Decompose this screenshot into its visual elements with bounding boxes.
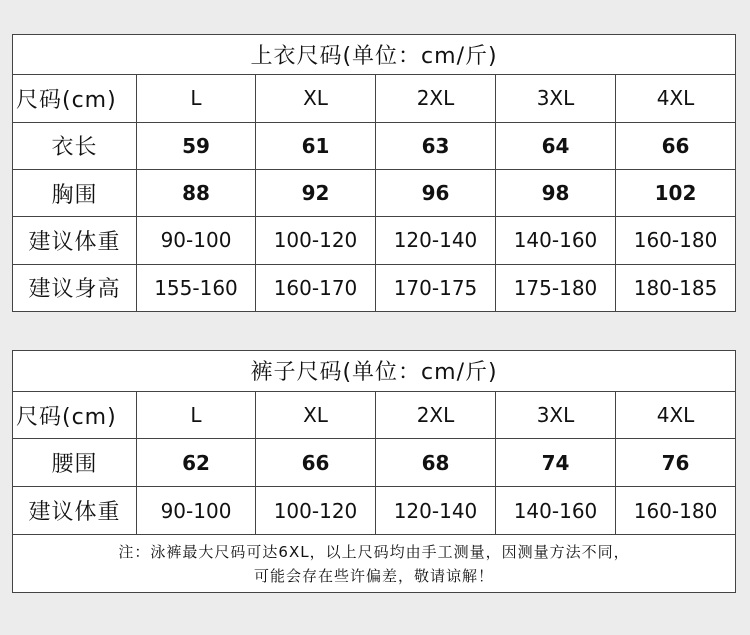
table-cell: 98 [496, 169, 616, 216]
table-cell: 140-160 [496, 217, 616, 264]
header-size-4xl: 4XL [616, 391, 736, 439]
row-label: 建议身高 [13, 264, 137, 311]
table-cell: 68 [376, 439, 496, 487]
row-label: 建议体重 [13, 217, 137, 264]
bottom-table-title: 裤子尺码(单位：cm/斤) [13, 351, 736, 392]
top-size-table [12, 34, 736, 312]
header-size-3xl: 3XL [496, 75, 616, 122]
table-cell: 155-160 [137, 264, 256, 311]
bottom-header-row [13, 391, 736, 439]
table-cell: 170-175 [376, 264, 496, 311]
row-label: 建议体重 [13, 487, 137, 535]
table-row-waist [13, 439, 736, 487]
table-row-weight [13, 487, 736, 535]
table-cell: 160-180 [616, 487, 736, 535]
row-label: 胸围 [13, 169, 137, 216]
bottom-size-table [12, 350, 736, 593]
table-cell: 160-180 [616, 217, 736, 264]
table-cell: 64 [496, 122, 616, 169]
note-line-2: 可能会存在些许偏差，敬请谅解！ [254, 566, 495, 585]
table-row-chest [13, 169, 736, 216]
header-size-2xl: 2XL [376, 391, 496, 439]
table-row-length [13, 122, 736, 169]
table-cell: 62 [137, 439, 256, 487]
header-size-3xl: 3XL [496, 391, 616, 439]
table-row-weight [13, 217, 736, 264]
size-note [13, 535, 736, 593]
table-cell: 66 [616, 122, 736, 169]
row-label: 腰围 [13, 439, 137, 487]
table-cell: 100-120 [256, 217, 376, 264]
table-cell: 59 [137, 122, 256, 169]
table-cell: 102 [616, 169, 736, 216]
header-size-2xl: 2XL [376, 75, 496, 122]
table-cell: 66 [256, 439, 376, 487]
table-cell: 160-170 [256, 264, 376, 311]
header-size-label: 尺码(cm) [13, 75, 137, 122]
header-size-4xl: 4XL [616, 75, 736, 122]
top-header-row [13, 75, 736, 122]
table-cell: 88 [137, 169, 256, 216]
table-cell: 63 [376, 122, 496, 169]
top-table-title: 上衣尺码(单位：cm/斤) [13, 35, 736, 75]
table-cell: 120-140 [376, 217, 496, 264]
table-cell: 175-180 [496, 264, 616, 311]
table-row-height [13, 264, 736, 311]
table-cell: 140-160 [496, 487, 616, 535]
header-size-xl: XL [256, 391, 376, 439]
table-cell: 120-140 [376, 487, 496, 535]
table-cell: 180-185 [616, 264, 736, 311]
table-cell: 90-100 [137, 487, 256, 535]
header-size-l: L [137, 75, 256, 122]
table-cell: 90-100 [137, 217, 256, 264]
header-size-l: L [137, 391, 256, 439]
table-cell: 61 [256, 122, 376, 169]
header-size-label: 尺码(cm) [13, 391, 137, 439]
table-cell: 76 [616, 439, 736, 487]
note-line-1: 注：泳裤最大尺码可达6XL，以上尺码均由手工测量，因测量方法不同， [118, 542, 630, 561]
table-cell: 100-120 [256, 487, 376, 535]
table-cell: 74 [496, 439, 616, 487]
header-size-xl: XL [256, 75, 376, 122]
table-cell: 96 [376, 169, 496, 216]
row-label: 衣长 [13, 122, 137, 169]
table-cell: 92 [256, 169, 376, 216]
